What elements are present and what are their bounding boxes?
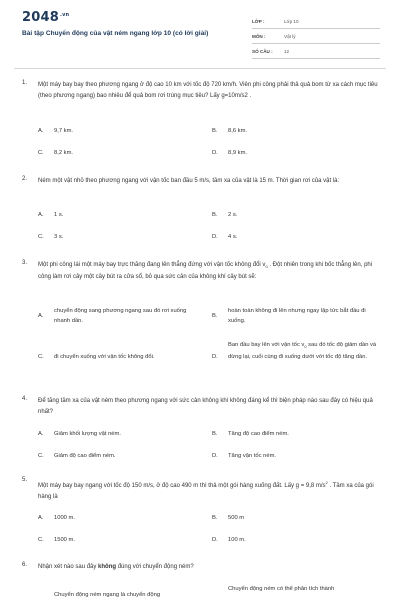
option-text: chuyển động sang phương ngang sau đó rơi xuống nhanh dần.	[54, 308, 187, 324]
option-text-part: Ban đầu bay lên với vận tốc v	[228, 342, 305, 348]
option-text: 3 s.	[54, 234, 64, 240]
option-text: 4 s.	[228, 234, 238, 240]
meta-value: 12	[284, 48, 290, 54]
option-letter: D.	[212, 150, 218, 156]
option-text: Giảm độ cao điểm ném.	[54, 453, 116, 459]
logo-suffix: .vn	[59, 11, 70, 18]
document-title: Bài tập Chuyển động của vật ném ngang lớp 10 (có lời giải)	[22, 30, 209, 37]
option-text: Chuyển động ném ngang là chuyển động	[54, 592, 161, 598]
meta-label: SỐ CÂU :	[252, 48, 273, 54]
header-divider	[14, 68, 386, 69]
option-text: đi chuyển xuống với vận tốc không đổi.	[54, 354, 155, 360]
question-number: 6.	[22, 562, 28, 568]
option-text: 9,7 km.	[54, 128, 74, 134]
question-text: Một máy bay bay theo phương ngang ở độ cao 10 km với tốc độ 720 km/h. Viên phi công phải thả quả bom từ xa cách mục tiêu (theo phương ngang) bao nhiêu để quả bom rơi trúng mục tiêu? Lấy g=10m/s2 .	[38, 82, 378, 99]
meta-value: Lớp 10	[284, 18, 299, 24]
question-number: 5.	[22, 477, 28, 483]
option-text: 1000 m.	[54, 515, 75, 521]
document-meta	[252, 14, 380, 59]
option-letter: C.	[38, 537, 44, 543]
option-text: Giảm khối lượng vật ném.	[54, 431, 121, 437]
option-letter: A.	[38, 515, 44, 521]
option-text: 8,6 km.	[228, 128, 248, 134]
option-text: Tăng vận tốc ném.	[228, 453, 277, 459]
question-number: 3.	[22, 260, 28, 266]
subscript: 0	[304, 344, 307, 350]
question-text-part: đúng với chuyển động ném?	[116, 564, 194, 570]
question-text	[38, 562, 384, 573]
question-number: 1.	[22, 80, 28, 86]
option-letter: C.	[38, 354, 44, 360]
option-text: hoàn toàn không đi lên nhưng ngay lập tức bắt đầu đi xuống.	[228, 308, 366, 324]
option-text: 8,9 km.	[228, 150, 248, 156]
option-letter: D.	[212, 234, 218, 240]
option-text: 8,2 km.	[54, 150, 74, 156]
question-text	[38, 260, 384, 283]
meta-label: LỚP :	[252, 18, 265, 24]
option-letter: B.	[212, 313, 218, 319]
option-letter: D.	[212, 354, 218, 360]
question-emphasis: không	[98, 564, 117, 570]
question-text-part: Một máy bay bay ngang với tốc độ 150 m/s, ở độ cao 490 m thì thả một gói hàng xuống đất. Lấy g = 9,8 m/s	[38, 483, 326, 489]
option-text: 500 m	[228, 515, 245, 521]
option-letter: A.	[38, 128, 44, 134]
question-text-part: . Tầm xa của gói hàng là	[38, 483, 374, 500]
question-number: 2.	[22, 176, 28, 182]
question-text: Để tăng tầm xa của vật ném theo phương ngang với sức cản không khí không đáng kể thì biện pháp nào sau đây có hiệu quả nhất?	[38, 398, 373, 415]
option-letter: B.	[212, 431, 218, 437]
option-text: 1500 m.	[54, 537, 75, 543]
option-letter: B.	[212, 515, 218, 521]
option-letter: D.	[212, 537, 218, 543]
superscript: 2	[325, 480, 328, 485]
option-letter: B.	[212, 212, 218, 218]
option-text: 2 s.	[228, 212, 238, 218]
meta-label: MÔN :	[252, 33, 266, 39]
question-number: 4.	[22, 396, 28, 402]
meta-row-subject	[252, 29, 380, 44]
subscript: 0	[265, 264, 268, 270]
option-text: Chuyển động ném có thể phân tích thành	[228, 586, 335, 592]
option-letter: C.	[38, 150, 44, 156]
question-text-part: . Đột nhiên trong khi bốc thẳng lên, phi công làm rơi cây một cây bút ra cửa sổ, bỏ qua sức cản của không khí cây bút sẽ:	[38, 262, 373, 281]
question-text	[38, 477, 384, 503]
option-text-part: sau đó tốc độ giảm dần và dừng lại, cuối cùng đi xuống dưới với tốc độ tăng dần.	[228, 342, 377, 361]
question-text: Ném một vật nhỏ theo phương ngang với vận tốc ban đầu 5 m/s, tầm xa của vật là 15 m. Thời gian rơi của vật là:	[38, 178, 340, 184]
meta-row-count	[252, 44, 380, 59]
meta-row-class	[252, 14, 380, 29]
option-letter: C.	[38, 234, 44, 240]
option-letter: C.	[38, 453, 44, 459]
option-letter: B.	[212, 128, 218, 134]
document-header	[0, 0, 400, 70]
option-text	[228, 340, 384, 362]
option-text: 100 m.	[228, 537, 246, 543]
option-text: 1 s.	[54, 212, 64, 218]
question-text-part: Nhận xét nào sau đây	[38, 564, 99, 570]
option-text: Tăng độ cao điểm ném.	[228, 431, 289, 437]
logo-text: 2048	[22, 10, 59, 25]
site-logo[interactable]	[22, 10, 69, 25]
meta-value: Vật lý	[284, 33, 296, 39]
option-letter: D.	[212, 453, 218, 459]
question-text-part: Một phi công lái một máy bay trực thăng đang lên thẳng đứng với vận tốc không đổi v	[38, 262, 266, 268]
option-letter: A.	[38, 313, 44, 319]
option-letter: A.	[38, 431, 44, 437]
option-letter: A.	[38, 212, 44, 218]
